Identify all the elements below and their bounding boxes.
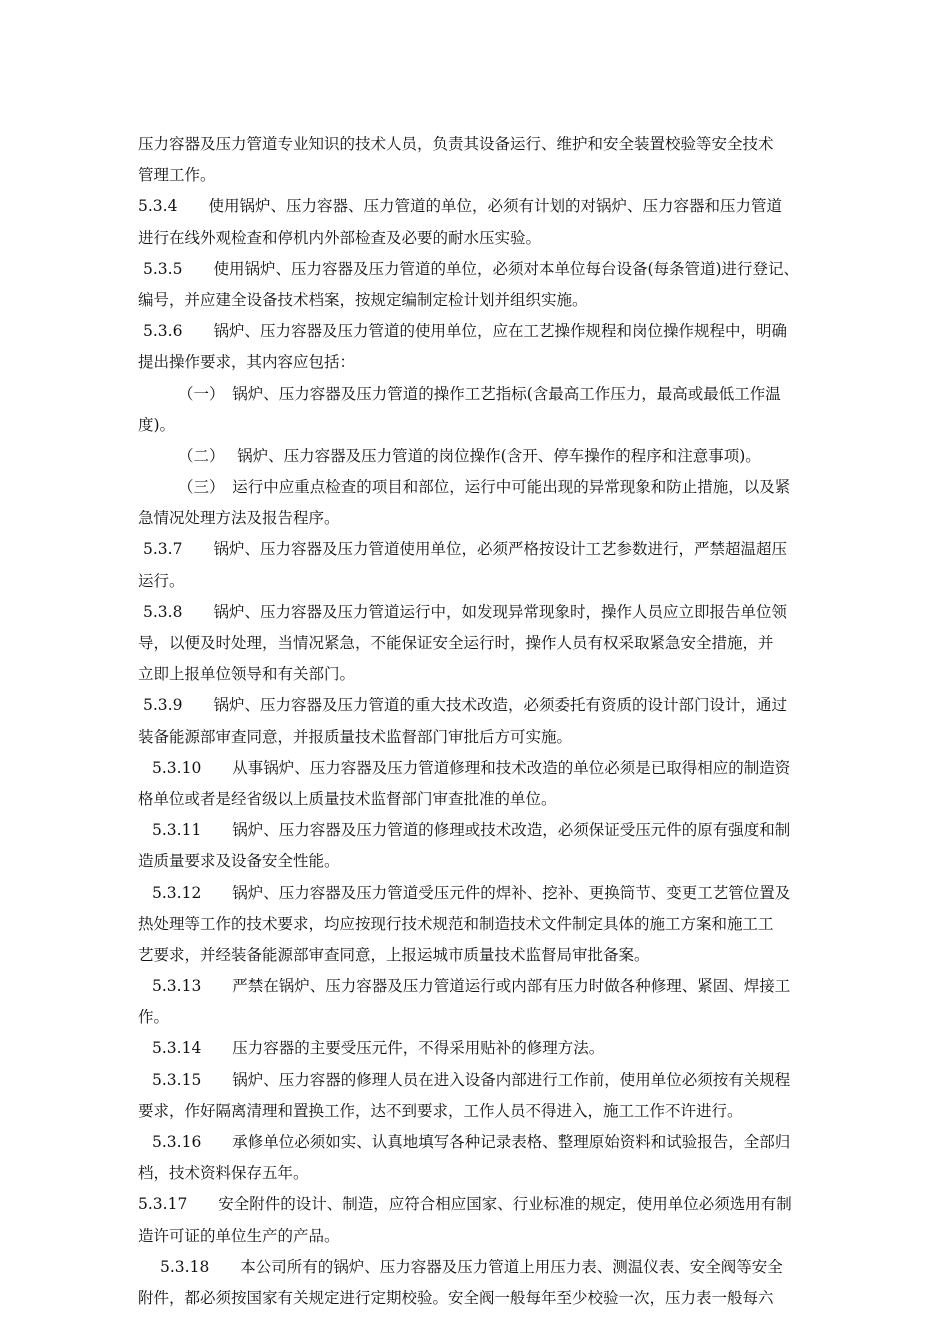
text-line: 立即上报单位领导和有关部门。 [138, 665, 356, 684]
text-line: （一） 锅炉、压力容器及压力管道的操作工艺指标(含最高工作压力，最高或最低工作温 [178, 384, 781, 403]
text-line: 档，技术资料保存五年。 [138, 1164, 309, 1183]
text-line: 5.3.15 锅炉、压力容器的修理人员在进入设备内部进行工作前，使用单位必须按有关规程 [152, 1070, 791, 1089]
text-line: 艺要求，并经装备能源部审查同意，上报运城市质量技术监督局审批备案。 [138, 945, 650, 964]
text-line: 5.3.13 严禁在锅炉、压力容器及压力管道运行或内部有压力时做各种修理、紧固、焊接工 [152, 977, 791, 996]
text-line: 导，以便及时处理，当情况紧急，不能保证安全运行时，操作人员有权采取紧急安全措施，并 [138, 634, 774, 652]
document-body [138, 129, 844, 1314]
text-line: 急情况处理方法及报告程序。 [138, 509, 340, 528]
text-line: 进行在线外观检查和停机内外部检查及必要的耐水压实验。 [138, 228, 542, 247]
text-line: 管理工作。 [138, 166, 216, 185]
text-line: 5.3.12 锅炉、压力容器及压力管道受压元件的焊补、挖补、更换筒节、变更工艺管位置及 [152, 883, 791, 902]
text-line: 5.3.11 锅炉、压力容器及压力管道的修理或技术改造，必须保证受压元件的原有强度和制 [152, 821, 791, 840]
text-line: 5.3.4 使用锅炉、压力容器、压力管道的单位，必须有计划的对锅炉、压力容器和压力管道 [138, 197, 782, 216]
text-line: 压力容器及压力管道专业知识的技术人员，负责其设备运行、维护和安全装置校验等安全技术 [138, 135, 774, 153]
text-line: 5.3.8 锅炉、压力容器及压力管道运行中，如发现异常现象时，操作人员应立即报告单位领 [143, 602, 787, 621]
text-line: 度)。 [138, 415, 176, 434]
text-line: 5.3.17 安全附件的设计、制造，应符合相应国家、行业标准的规定，使用单位必须选用有制 [138, 1195, 792, 1214]
text-line: 5.3.7 锅炉、压力容器及压力管道使用单位，必须严格按设计工艺参数进行，严禁超温超压 [143, 540, 787, 559]
text-line: 5.3.16 承修单位必须如实、认真地填写各种记录表格、整理原始资料和试验报告，全部归 [152, 1133, 791, 1151]
text-line: 热处理等工作的技术要求，均应按现行技术规范和制造技术文件制定具体的施工方案和施工工 [138, 914, 774, 933]
text-line: 5.3.5 使用锅炉、压力容器及压力管道的单位，必须对本单位每台设备(每条管道)进行登记、 [143, 259, 800, 278]
text-line: 格单位或者是经省级以上质量技术监督部门审查批准的单位。 [138, 789, 557, 808]
text-line: （三） 运行中应重点检查的项目和部位，运行中可能出现的异常现象和防止措施，以及紧 [178, 478, 791, 497]
text-line: 造质量要求及设备安全性能。 [138, 852, 340, 871]
text-line: 编号，并应建全设备技术档案，按规定编制定检计划并组织实施。 [138, 290, 588, 309]
text-line: 5.3.9 锅炉、压力容器及压力管道的重大技术改造，必须委托有资质的设计部门设计，通过 [143, 696, 787, 715]
text-line: 5.3.10 从事锅炉、压力容器及压力管道修理和技术改造的单位必须是已取得相应的制造资 [152, 758, 791, 777]
text-line: 装备能源部审查同意，并报质量技术监督部门审批后方可实施。 [138, 727, 573, 746]
text-line: （二） 锅炉、压力容器及压力管道的岗位操作(含开、停车操作的程序和注意事项)。 [178, 446, 761, 465]
text-line: 5.3.6 锅炉、压力容器及压力管道的使用单位，应在工艺操作规程和岗位操作规程中，明确 [143, 322, 787, 341]
text-line: 附件，都必须按国家有关规定进行定期校验。安全阀一般每年至少校验一次，压力表一般每六 [138, 1288, 774, 1307]
text-line: 作。 [138, 1008, 170, 1027]
text-line: 要求，作好隔离清理和置换工作，达不到要求，工作人员不得进入，施工工作不许进行。 [138, 1101, 743, 1120]
text-line: 5.3.14 压力容器的主要受压元件，不得采用贴补的修理方法。 [152, 1039, 605, 1058]
text-line: 造许可证的单位生产的产品。 [138, 1226, 340, 1245]
text-line: 提出操作要求，其内容应包括： [138, 353, 356, 372]
text-line: 5.3.18 本公司所有的锅炉、压力容器及压力管道上用压力表、测温仪表、安全阀等安全 [160, 1257, 783, 1276]
text-line: 运行。 [138, 571, 185, 590]
